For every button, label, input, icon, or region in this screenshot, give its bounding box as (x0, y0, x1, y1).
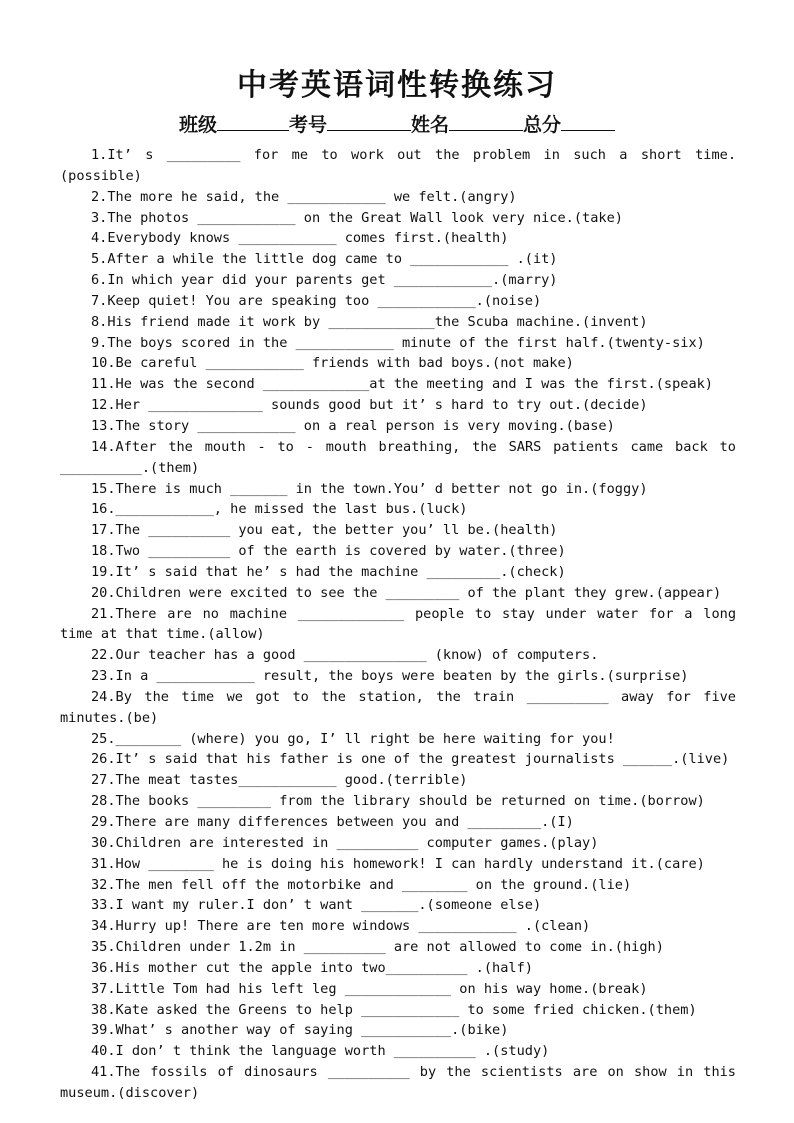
question-item: 2.The more he said, the ____________ we felt.(angry) (91, 188, 517, 205)
exam-no-blank[interactable] (327, 112, 411, 131)
question-item: 29.There are many differences between you and _________.(I) (91, 814, 574, 830)
question-item: 32.The men fell off the motorbike and ________ on the ground.(lie) (91, 876, 632, 893)
class-label: 班级 (178, 114, 217, 136)
question-item: 25.________ (where) you go, I’ ll right be here waiting for you! (91, 730, 615, 747)
question-item: 39.What’ s another way of saying ___________.(bike) (91, 1022, 509, 1039)
question-item: 19.It’ s said that he’ s had the machine _________.(check) (91, 563, 566, 580)
name-blank[interactable] (449, 112, 523, 131)
question-item: 14.After the mouth - to - mouth breathing, the SARS patients came back to __________.(them) (60, 438, 736, 476)
question-item: 35.Children under 1.2m in __________ are not allowed to come in.(high) (91, 939, 664, 956)
question-item: 37.Little Tom had his left leg _____________ on his way home.(break) (91, 980, 648, 997)
student-info-line (0, 110, 794, 137)
question-item: 38.Kate asked the Greens to help ____________ to some fried chicken.(them) (91, 1001, 697, 1018)
question-item: 18.Two __________ of the earth is covered by water.(three) (91, 543, 566, 560)
question-item: 22.Our teacher has a good _______________ (know) of computers. (91, 647, 599, 664)
question-item: 26.It’ s said that his father is one of the greatest journalists ______.(live) (91, 751, 730, 768)
question-item: 23.In a ____________ result, the boys were beaten by the girls.(surprise) (91, 668, 689, 685)
score-blank[interactable] (561, 112, 615, 131)
question-item: 33.I want my ruler.I don’ t want _______.(someone else) (91, 897, 542, 914)
question-item: 40.I don’ t think the language worth __________ .(study) (91, 1043, 550, 1060)
question-item: 1.It’ s _________ for me to work out the problem in such a short time.(possible) (60, 147, 736, 184)
exam-no-label: 考号 (288, 114, 327, 136)
question-item: 10.Be careful ____________ friends with bad boys.(not make) (91, 355, 574, 372)
question-item: 13.The story ____________ on a real person is very moving.(base) (91, 417, 615, 434)
question-item: 12.Her ______________ sounds good but it’ s hard to try out.(decide) (91, 397, 648, 414)
question-item: 28.The books _________ from the library should be returned on time.(borrow) (91, 793, 705, 810)
question-item: 24.By the time we got to the station, the train __________ away for five minutes.(be) (60, 688, 736, 726)
question-item: 15.There is much _______ in the town.You’ d better not go in.(foggy) (91, 480, 648, 497)
question-item: 27.The meat tastes____________ good.(terrible) (91, 772, 468, 789)
question-item: 20.Children were excited to see the _________ of the plant they grew.(appear) (91, 584, 722, 601)
question-item: 6.In which year did your parents get ____________.(marry) (91, 272, 558, 289)
question-item: 17.The __________ you eat, the better you’ ll be.(health) (91, 522, 558, 539)
class-blank[interactable] (217, 112, 289, 131)
question-item: 31.How ________ he is doing his homework! I can hardly understand it.(care) (91, 855, 705, 872)
question-item: 41.The fossils of dinosaurs __________ by the scientists are on show in this museum.(discover) (60, 1064, 736, 1101)
name-label: 姓名 (411, 114, 450, 136)
question-item: 30.Children are interested in __________ computer games.(play) (91, 834, 599, 851)
question-item: 4.Everybody knows ____________ comes first.(health) (91, 230, 509, 247)
question-item: 8.His friend made it work by _____________the Scuba machine.(invent) (91, 313, 648, 330)
question-item: 16.____________, he missed the last bus.(luck) (91, 501, 468, 518)
question-item: 7.Keep quiet! You are speaking too ____________.(noise) (91, 292, 542, 309)
question-list (60, 145, 736, 1104)
score-label: 总分 (523, 114, 562, 136)
question-item: 3.The photos ____________ on the Great Wall look very nice.(take) (91, 209, 623, 226)
question-item: 36.His mother cut the apple into two__________ .(half) (91, 959, 533, 976)
question-item: 34.Hurry up! There are ten more windows ____________ .(clean) (91, 918, 591, 935)
page-title: 中考英语词性转换练习 (237, 68, 557, 103)
question-item: 21.There are no machine _____________ people to stay under water for a long time at that time.(allow) (60, 605, 736, 643)
question-item: 5.After a while the little dog came to ____________ .(it) (91, 251, 558, 268)
question-item: 11.He was the second _____________at the meeting and I was the first.(speak) (91, 376, 713, 393)
question-item: 9.The boys scored in the ____________ minute of the first half.(twenty-six) (91, 334, 705, 351)
